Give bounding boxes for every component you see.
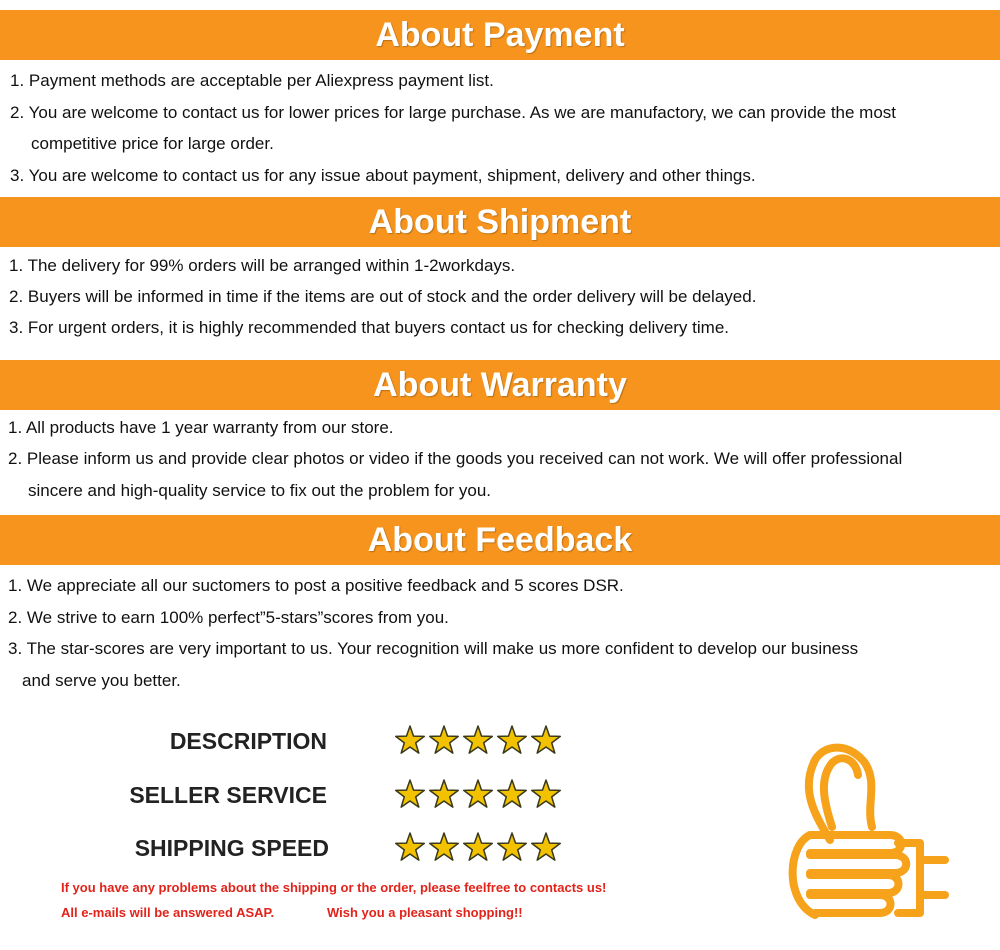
section-title: About Warranty — [373, 365, 627, 404]
list-item: and serve you better. — [22, 671, 181, 690]
star-icon — [530, 778, 562, 810]
rating-label-shipping-speed: SHIPPING SPEED — [134, 835, 329, 861]
list-item: 2. You are welcome to contact us for lower prices for large purchase. As we are manufactory, we can provide the most — [10, 103, 897, 122]
star-icon — [496, 724, 528, 756]
section-title: About Shipment — [368, 202, 632, 241]
contact-note: If you have any problems about the shipping or the order, please feelfree to contacts us! — [61, 880, 607, 895]
star-icon — [530, 831, 562, 863]
star-icon — [428, 778, 460, 810]
section-banner-shipment — [0, 197, 1000, 247]
star-icon — [496, 778, 528, 810]
star-icon — [394, 831, 426, 863]
section-banner-warranty — [0, 360, 1000, 410]
star-icon — [530, 724, 562, 756]
list-item: 3. For urgent orders, it is highly recommended that buyers contact us for checking delivery time. — [9, 318, 729, 337]
rating-stars — [394, 831, 562, 867]
section-title: About Payment — [375, 15, 625, 54]
list-item: sincere and high-quality service to fix out the problem for you. — [28, 481, 492, 500]
star-icon — [462, 778, 494, 810]
rating-stars — [394, 724, 562, 760]
rating-stars — [394, 778, 562, 814]
wish-note: Wish you a pleasant shopping!! — [327, 905, 523, 920]
section-banner-feedback — [0, 515, 1000, 565]
section-banner-payment — [0, 10, 1000, 60]
thumbs-up-icon — [770, 735, 965, 930]
list-item: 2. Buyers will be informed in time if the items are out of stock and the order delivery will be delayed. — [9, 287, 757, 306]
star-icon — [394, 724, 426, 756]
section-title: About Feedback — [367, 520, 633, 559]
list-item: 3. The star-scores are very important to us. Your recognition will make us more confident to develop our business — [8, 639, 859, 658]
star-icon — [428, 724, 460, 756]
star-icon — [394, 778, 426, 810]
star-icon — [496, 831, 528, 863]
list-item: 2. We strive to earn 100% perfect”5-stars”scores from you. — [8, 608, 449, 627]
list-item: competitive price for large order. — [31, 134, 274, 153]
list-item: 1. All products have 1 year warranty from our store. — [8, 418, 394, 437]
rating-label-seller-service: SELLER SERVICE — [129, 782, 327, 808]
list-item: 3. You are welcome to contact us for any issue about payment, shipment, delivery and other things. — [10, 166, 756, 185]
list-item: 1. The delivery for 99% orders will be arranged within 1-2workdays. — [9, 256, 516, 275]
star-icon — [462, 831, 494, 863]
email-note: All e-mails will be answered ASAP. — [61, 905, 275, 920]
list-item: 2. Please inform us and provide clear photos or video if the goods you received can not work. We will offer professional — [8, 449, 903, 468]
star-icon — [428, 831, 460, 863]
list-item: 1. We appreciate all our suctomers to post a positive feedback and 5 scores DSR. — [8, 576, 624, 595]
star-icon — [462, 724, 494, 756]
rating-label-description: DESCRIPTION — [169, 728, 327, 754]
list-item: 1. Payment methods are acceptable per Aliexpress payment list. — [10, 71, 494, 90]
